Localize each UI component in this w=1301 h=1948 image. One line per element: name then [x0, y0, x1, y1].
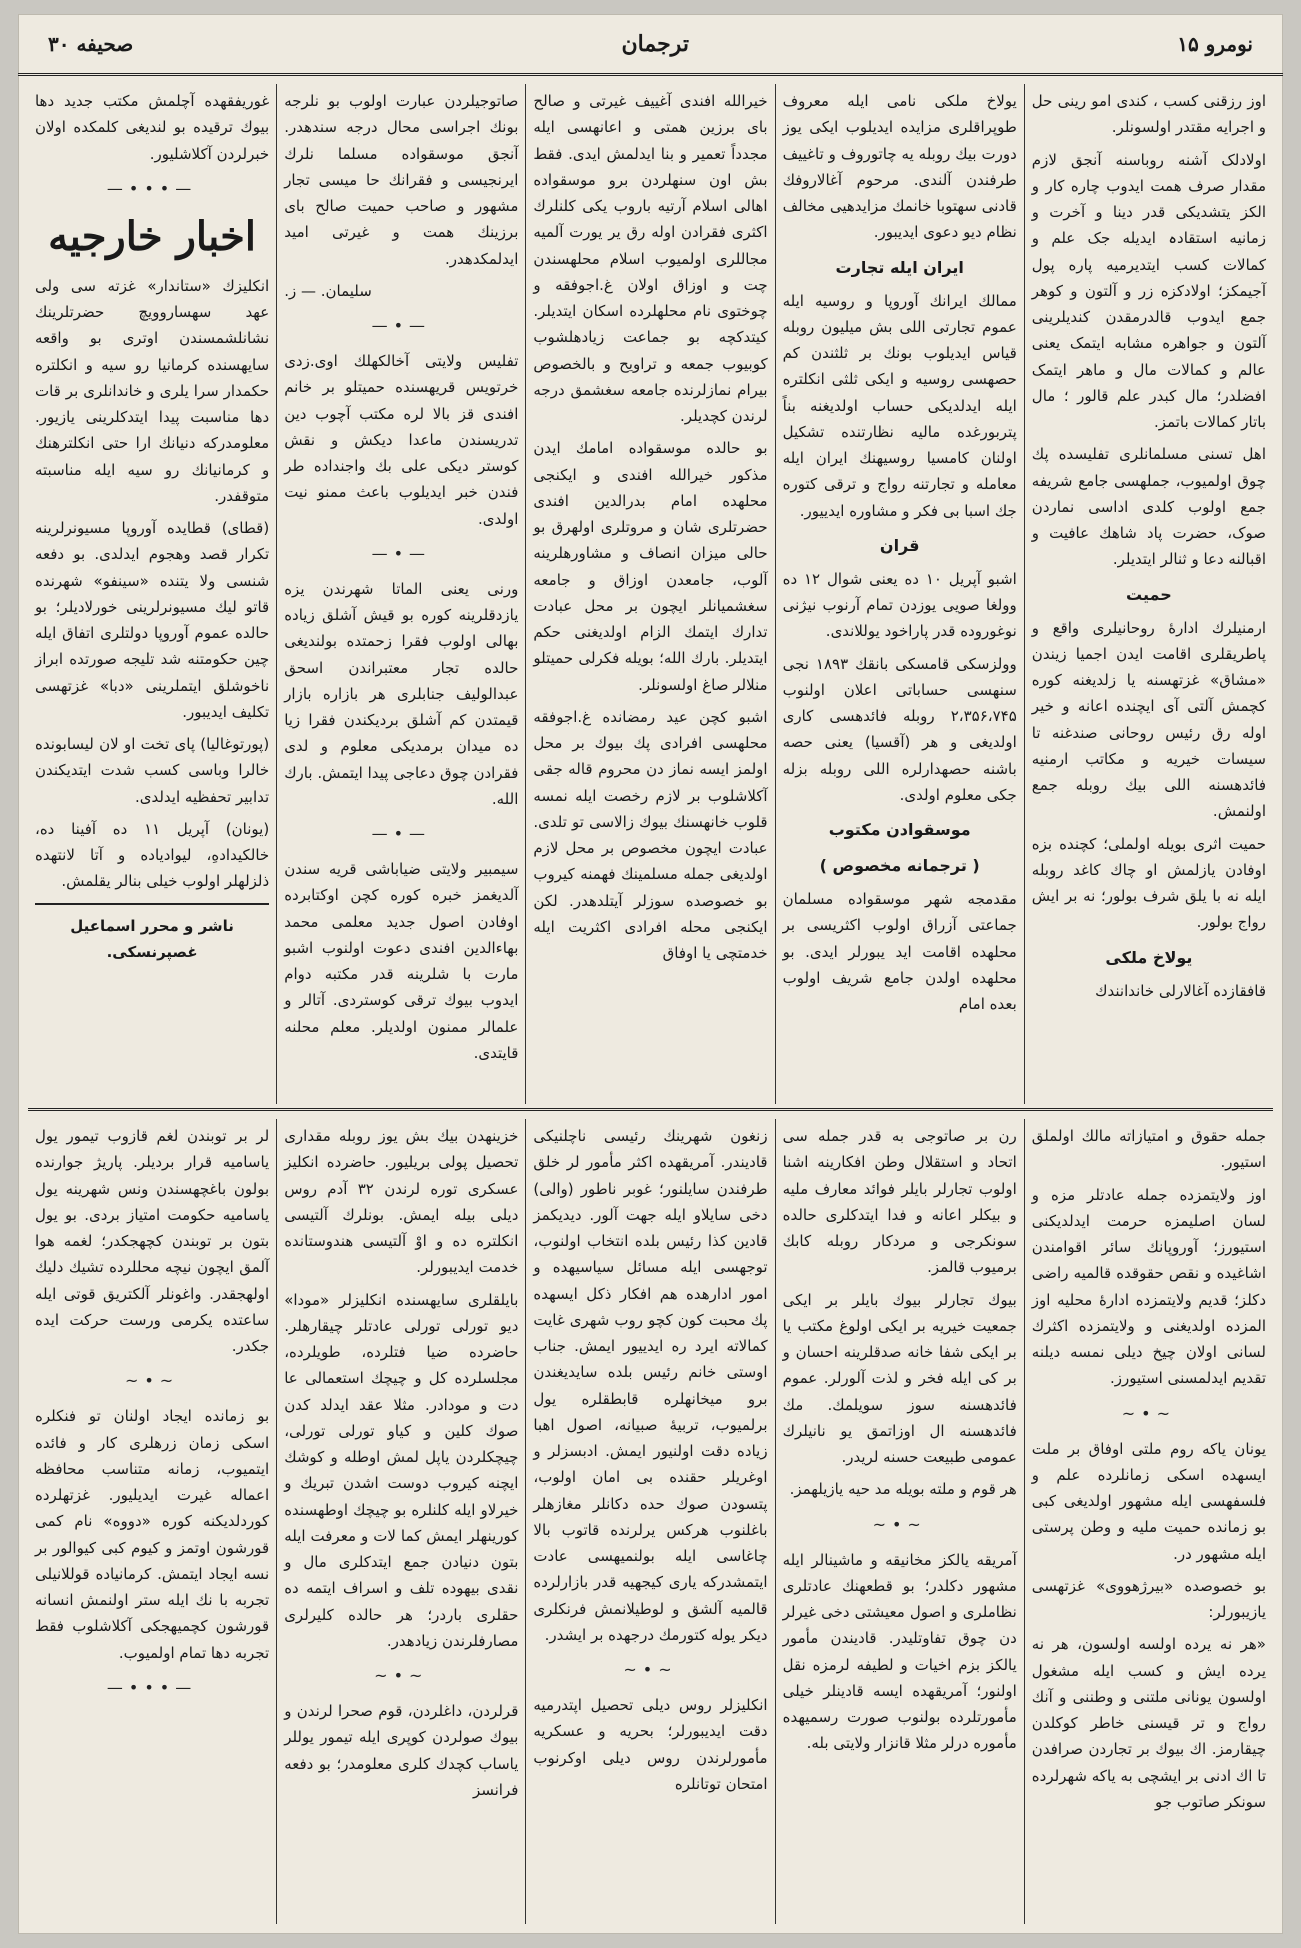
paragraph: ارمنیلرك ادارۀ روحانیلری واقع و پاطریقلری اقامت ایدن اجمیا زیندن «مشاق» غزتهسنه یا زلدیغنه کوره کچمش آلتی آی ایچنده اعانه و خیر اوله رق رئیس روحانی صندغنه تا سیسات خیریه و مکاتب ارمنیه فائدهسنه اللی بیك روبله جمع اولنمش.: [1031, 618, 1266, 821]
paragraph: اشبو آپریل ۱۰ ده یعنی شوال ۱۲ ده وولغا صویی یوزدن تمام آرنوب نیژنی نوغوروده قدر پاراخود یوللاندی.: [782, 569, 1017, 641]
paragraph: سیمبیر ولایتی ضیاباشی قریه سندن آلدیغمز خبره کوره کچن اوکتابرده اوفادن اصول جدید معلمی محمد بهاءالدین افندی دعوت اولنوب اشبو مارت با شلرینه قدر مکتبه دوام ایدوب بیوك ترقی کوستردی. آتالر و علمالر ممنون اولدیلر. معلم محلنه قایتدی.: [284, 860, 519, 1062]
column-4: [276, 84, 525, 1104]
publisher-line: ناشر و محرر اسماعیل غصپرنسکی.: [70, 916, 234, 961]
page-number: صحیفه ۳۰: [48, 31, 134, 56]
ornament-divider: —•—: [371, 316, 431, 335]
paragraph: خزینهدن بیك بش یوز روبله مقداری تحصیل پولی بریلیور. حاضرده انکلیز عسکری توره لرندن ۳۲ آدم روس دیلی بیله ایمش. بونلرك آلتیسی انکلتره ده و اوْ آلتیسی هندوستانده خدمت ایدیبورلر.: [284, 1127, 519, 1277]
paragraph: اوز ولایتمزده جمله عادتلر مزه و لسان اصلیمزه حرمت ایدلدیکنی استیورز؛ آوروپانك سائر اقوامندن اشاغیده و نقص حقوقده قالمیه راضی دکلز؛ قدیم ولایتمزده ادارۀ محلیه اوز المزده اولدیغنی و ولایتمزده اکثرك لسانی اولان چیخ دیلی نمسه دیلنه تقدیم ایدلمسنی استیورز.: [1031, 1185, 1266, 1388]
foreign-news-title: اخبار خارجیه: [48, 212, 256, 260]
paragraph: یولاخ ملکی نامی ایله معروف طوپراقلری مزایده ایدیلوب ایکی یوز دورت بیك روبله یه چاتوروف و تاغییف طرفندن آلندی. مرحوم آغالاروفك قادنی سهتوبا خانمك مزایدهیی مخالف نظام دیو دعوی ایدیبور.: [782, 92, 1017, 242]
column-3: [525, 84, 774, 1104]
paragraph: انکلیزك «ستاندار» غزته سی ولی عهد سهساروویچ حضرتلرینك نشانلشمسندن اوتری بو واقعه سایهسنده کرمانیا رو سیه و انکلتره حکمدار سرا یلری و خاندانلری بر قات دها مناسبت پیدا ایتدکلرینی یازیور. معلومدرکه دنیانك ارا حتی انکلترهنك و کرمانیانك رو سیه ایله مناسبته متوقفدر.: [34, 276, 270, 505]
paragraph: وولزسکی قامسکی بانقك ۱۸۹۳ نجی سنهسی حساباتی اعلان اولنوب ۲،۳۵۶،۷۴۵ روبله فائدهسی کاری اولدیغی و هر (آقسیا) یعنی حصه باشنه حصهدارلره اللی روبله بزله جکی معلوم اولدی.: [782, 654, 1017, 804]
section-divider: [28, 1108, 1273, 1111]
paragraph: رن بر صاتوجی به قدر جمله سی اتحاد و استقلال وطن افکارینه اشنا اولوب تجارلر بایلر فوائد معارف ملیه و بیکلر اعانه و فدا ایتدکلری حالده سونکرجی و مردکار روبله کابك برمیوب قالمز.: [782, 1127, 1017, 1277]
paragraph: «هر نه یرده اولسه اولسون، هر نه یرده ایش و کسب ایله مشغول اولسون یونانی ملتنی و وطننی و آنك رواج و تر قیسنی خاطر کوکلدن چیقارمز. اك بیوك بر تجاردن صرافدن تا اك ادنی بر ایشچی به یاکه شهرلرده سونکر صاتوب جو: [1031, 1635, 1266, 1811]
ornament-divider: ~•~: [374, 1666, 429, 1685]
paragraph: اشبو کچن عید رمضانده غ.اجوفقه محلهسی افرادی پك بیوك بر محل اولمز ایسه نماز دن محروم قاله جقی آکلاشلوب بر لازم رخصت ایله نمسه قلوب خانهسنك بیوك زالاسی تو تلدی. عبادت ایچون مخصوص بر محل لازم اولدیغی جمله مسلمینك فهمنه کیروب بو خصوصده سوزلر آیتلدهدر. لکن ایکنجی محله افرادی اکثریت ایله خدمتچی یا اوفاق: [533, 707, 768, 962]
paragraph: (یونان) آپریل ۱۱ ده آفینا ده، خالکیدادهِ، لیوادیاده و آتا لانتهده ذلزلهلر اولوب خیلی بنالر یقلمش.: [34, 819, 270, 891]
ornament-divider: —•••—: [106, 1677, 198, 1697]
ornament-divider: —•—: [371, 543, 431, 563]
paragraph: اوز رزقنی کسب ، کندی امو رینی حل و اجرایه مقتدر اولسونلر.: [1031, 92, 1266, 137]
newspaper-page: [18, 14, 1283, 1934]
paragraph: بیوك تجارلر بیوك بایلر بر ایکی جمعیت خیریه بر ایکی اولوغ مکتب یا بر ایکی شفا خانه صدقلرینه احسان و بر کی ایله فخر و لذت آلورلر. عموم فائدهسنه سوز سویلمك. مك فائدهسنه ال اوزاتمق یو نانیلرك عمومی طبیعت حسنه لریدر.: [782, 1290, 1017, 1466]
paragraph: غوریفقهده آچلمش مکتب جدید دها بیوك ترقیده بو لندیغی کلمکده اولان خبرلردن آکلاشلیور.: [34, 92, 270, 163]
column-5: [28, 1119, 276, 1924]
paragraph: قافقازده آغالارلی خاندانندك: [1095, 981, 1266, 1000]
column-2: [775, 1119, 1024, 1924]
paragraph: (قطای) قطایده آوروپا مسیونرلرینه تکرار قصد وهجوم ایدلدی. بو دفعه شنسی ولا یتنده «سینفو» شهرنده قاتو لیك مسیونرلرینی خورلادیلر؛ بو حالده عموم آوروپا دولتلری اتفاق ایله چین حکومتنه شد تلیجه صورتده ابراز ناخوشلق ایتملرینی «دبا» غزتهسی تکلیف ایدیبور.: [34, 519, 270, 721]
column-2: [775, 84, 1024, 1104]
issue-number: نومرو ۱۵: [1177, 31, 1253, 56]
paragraph: اولادلک آشنه روباسنه آنجق لازم مقدار صرف همت ایدوب چاره کار و الکز یتشدیکی قدر دینا و آخرت و زمانیه استقادہ ایدیله جک علم و کمالات کسب ایتدیرمیه پاره پول آجیمکز؛ اولادکزه زر و آلتون و کوهر جمع ایدوب قالدرمقدن کندیلرینی آلتون و جواهره مشابه ایتمک یعنی عالم و کمالات مال و ماهر ایتمک افضلدر؛ مال کبدر علم قالور ؛ مال باتار کمالات باتمز.: [1031, 150, 1266, 431]
paragraph: صاتوجیلردن عبارت اولوب بو نلرجه بونك اجراسی محال درجه سندهدر. آنجق موسقواده مسلما نلرك ایرنجیسی و فقرانك حا میسی تجار مشهور و صاحب حمیت صالح بای برزینك همت و غیرتی امید ایدلمکدهدر.: [284, 92, 519, 268]
column-1: [1024, 1119, 1273, 1924]
column-1: [1024, 84, 1273, 1104]
section-heading: یولاخ ملکی: [1105, 947, 1193, 967]
section-heading: قران: [879, 535, 920, 555]
paragraph: حمیت اثری بویله اولملی؛ کچنده بزه اوفادن یازلمش او چاك کاغد روبله ایله نه با یلق شرف بولور؛ نه بر ایش رواج بولور.: [1031, 834, 1266, 932]
paragraph: انکلیزلر روس دیلی تحصیل اپتدرمیه دقت ایدیبورلر؛ بحریه و عسکریه مأمورلرندن روس دیلی اوکرنوب امتحان توتانلره: [533, 1696, 768, 1793]
bottom-columns: [28, 1119, 1273, 1924]
paragraph: جمله حقوق و امتیازاته مالك اولملق استیور.: [1031, 1127, 1266, 1172]
ornament-divider: ~•~: [1121, 1403, 1177, 1423]
paragraph: ورنی یعنی الماتا شهرندن یزه یازدقلرینه کوره بو قیش آشلق زیاده بهالی اولوب فقرا زحمتده بولندیغی حالده تجار معتبراندن اسحق عبدالولیف جنابلری هر بازاره بازار قیمتدن کم آشلق بردیکندن فقرا زیا ده میدان برمدیکی معلوم و لدی فقرادن چوق دعاجی پیدا ایتمش. بارك الله.: [284, 579, 519, 808]
ornament-divider: ~•~: [124, 1371, 180, 1391]
section-heading: موسقوادن مکتوب: [828, 820, 971, 839]
ornament-divider: ~•~: [623, 1660, 678, 1679]
section-heading: ( ترجمانه مخصوص ): [819, 856, 980, 875]
paragraph: بو خصوصده «بیرژهووی» غزتهسی یازیبورلر:: [1031, 1576, 1266, 1621]
paragraph: بو حالده موسقواده امامك ایدن مذکور خیرالله افندی و ایکنجی محلهده امام بدرالدین افندی حضرتلری شان و مروتلری اولهرق بو حالی میزان انصاف و مشاورهلرینه آلوب، جامعدن اوزاق و جامعه سغشمیانلر ایچون بر محل عبادت تدارك ایتمك الزام اولدیغنی حکم ایتدیلر. بارك الله؛ بویله فکرلی حمیتلو منلالر صاغ اولسونلر.: [533, 439, 768, 694]
ornament-divider: —•—: [371, 824, 431, 843]
paragraph: زنغون شهرینك رئیسی ناچلنیکی قادیندر. آمریقهده اکثر مأمور لر خلق طرفندن سایلنور؛ غوبر ناطور (والی) دخی سایلاو ایله جهت آلور. دیدیکمز قادین کذا رئیس بلده انتخاب اولنوب، توجهسی ایله مسائل سیاسیهده و امور ادارهده هم افکار ذکل ایسهده پك محبت کون کچو روب شهری غایت کمالاته ایرد رە ایدییور ایمش. جناب اوستی خانم رئیس بلده سایدیغندن برو میخانهلره قابطقلره یول برلمیوب، تربیهٔ صبیانه، اصول اهبا زیاده دقت اولنیور ایمش. ادبسزلر و اوغریلر حقنده بی امان اولوب، پتسودن صوك حده دکانلر مغازهلر باغلنوب هرکس یرلرنده قاتوب بالا چاغاسی ایله بولنمیهسی عادت ایتمشدرکه یاری کیجهیه قدر بازارلرده قالمیه آلشق و لوطیلانمش فرنکلری دیکر یوله کتورمك درجهده بر ایشدر.: [533, 1127, 768, 1644]
section-heading: ایران ایله تجارت: [835, 257, 964, 277]
paragraph: تفلیس ولایتی آخالکهلك اوی.زدی خرتویس قریهسنده حمیتلو بر خانم افندی قز بالا لره مکتب آچوب دین تدریسندن ماعدا دیکش و نقش کوستر دیکی علی بك واجنداده طر فندن خبر ایدیلوب باعث ممنو نیت اولدی.: [284, 352, 519, 528]
paragraph: هر قوم و ملته بویله مد حیه یازیلهمز.: [789, 1480, 1017, 1499]
column-4: [276, 1119, 525, 1924]
signature: سلیمان. — ز.: [284, 281, 372, 300]
paragraph: یونان یاکه روم ملتی اوفاق بر ملت ایسهده اسکی زمانلرده علم و فلسفهسی ایله مشهور اولدیغی کبی بو زمانده حمیت ملیه و وطن پرستی ایله مشهور در.: [1031, 1439, 1266, 1563]
column-3: [525, 1119, 774, 1924]
paragraph: ممالك ایرانك آوروپا و روسیه ایله عموم تجارتی اللی بش میلیون روبله قیاس ایدیلوب بونك بر ثلثندن کم حصهسی روسیه و ایکی ثلثی انکلتره ایله ایدلدیکی حساب اولدیغنه بناً پتربورغده مالیه نظارتنده تشکیل اولنان کامسیا روسیهنك ایران ایله معامله و تجارتنه رواج و ترقی کتوره جك اسبا بی فکر و مشاوره ایدییور.: [782, 291, 1017, 520]
rule-line: [35, 903, 269, 905]
column-5: [28, 84, 276, 1104]
paragraph: بایلقلری سایهسنده انکلیزلر «مودا» دیو تورلی تورلی عادتلر چیقارهلر. حاضرده ضیا فتلرده، طویلرده، مجلسلرده کل و چیچك استعمالی عا دت و مودادر. مثلا عقد ایدلد کدن صوك کلین و کیاو تورلی تورلی، چیچکلردن یاپل لمش اوطله و کوشك ایچنه کیروب دوست اشدن تبریك و خیرلاو ایله کلنلره بو چیچك اوطهسنده کورینهلر ایمش کما لات و معرفت ایله بتون دنیادن جمع ایتدکلری مال و نقدی بیهوده تلف و اسراف ایتمه ده حقلری باردر؛ هر حالده کلیرلری مصارفلرندن زیادهدر.: [284, 1290, 519, 1650]
paragraph: اهل تسنی مسلمانلری تفلیسده پك چوق اولمیوب، جملهسی جامع شریفه جمع اولوب کلدی اداسی نماردن صوک، حضرت پاد شاهك عافیت و اقبالنه دعا و ثنالر ایتدیلر.: [1031, 445, 1266, 569]
ornament-divider: ~•~: [872, 1514, 927, 1534]
newspaper-title: ترجمان: [621, 30, 689, 57]
paragraph: لر بر توبندن لغم قازوب تیمور یول یاسامیه قرار بردیلر. پاریژ جوارنده بولون باغچهسندن ونس شهرینه یول یاسامیه حکومت امتیاز بردی. بو یول بتون بر توبندن کچهجکدر؛ لغمه هوا آلمق ایچون نیچه محللرده تشیك دلیك اولهجقدر. واغونلر آلکتریق قوتی ایله ساعتده یکرمی ورست حرکت ایده جکدر.: [34, 1127, 270, 1355]
paragraph: قرلردن، داغلردن، قوم صحرا لرندن و بیوك صولردن کوپری ایله تیمور یوللر یاساب کچدك کلری معلومدر؛ بو دفعه فرانسز: [284, 1702, 519, 1799]
paragraph: بو زمانده ایجاد اولنان تو فنکلره اسکی زمان زرهلری کار و فائده ایتمیوب، زمانه متناسب محافظه اعماله غیرت ایدیلیور. غزتهلرده کوردلدیکنه کوره «دووه» نام کمی قورشون اوتمز و کیوم کبی کیوالور بر نسه ایجاد ایتمش. کرمانیاده قوللانیلی تجربه با نك ایله ستر اولنمش انسانه قورشون کچمیهجکی آکلاشلوب فقط تجربه دها تمام اولمیوب.: [34, 1407, 270, 1662]
paragraph: آمریقه یالکز مخانیقه و ماشینالر ایله مشهور دکلدر؛ بو قطعهنك عادتلری نظاملری و اصول معیشتی دخی غیرلر دن چوق تفاوتلیدر. قادیندن مأمور یالکز بزم اخیات و لطیفه لرمزه نقل اولنور؛ آمریقهده ایسه قادینلر خیلی مأمورتلرده بولنوب صورت رسمیهده مأموره درلر مثلا قانزار ولایتی بله.: [782, 1550, 1017, 1753]
masthead: [18, 14, 1283, 76]
paragraph: خیرالله افندی آغییف غیرتی و صالح بای برزین همتی و اعانهسی ایله مجدداً تعمیر و بنا ایدلمش ایدی. فقط بش اون سنهلردن برو موسقواده اهالی اسلام آرتیه باروب یکی کلنلرك اکثری فقرادن اوله رق یر یورت آلمیه مجاللری اولمیوب اسلام محلهسندن چت و اوزاق اولان غ.اجوفقه و چوختوی نام محلهلرده اسکان ایتدیلر. کیتدکچه بو جماعت زیادهلشوب کوبیوب جمعه و تراویح و بالخصوص بیرام نمازلرنده جامعه سغشمق درجه لرندن کچدیلر.: [533, 92, 768, 425]
paragraph: (پورتوغالیا) پای تخت او لان لیسابونده خالرا وباسی کسب شدت ایتدیکندن تدابیر تحفظیه ایدلدی.: [34, 735, 270, 806]
paragraph: مقدمجه شهر موسقواده مسلمان جماعتی آزراق اولوب اکثریسی بر محلهده اقامت اید یبورلر ایدی. بو محلهده اولدن جامع شریف اولوب بعده امام: [782, 890, 1017, 1013]
top-columns: [28, 84, 1273, 1104]
ornament-divider: —•••—: [106, 178, 198, 198]
section-heading: حمیت: [1126, 584, 1172, 604]
